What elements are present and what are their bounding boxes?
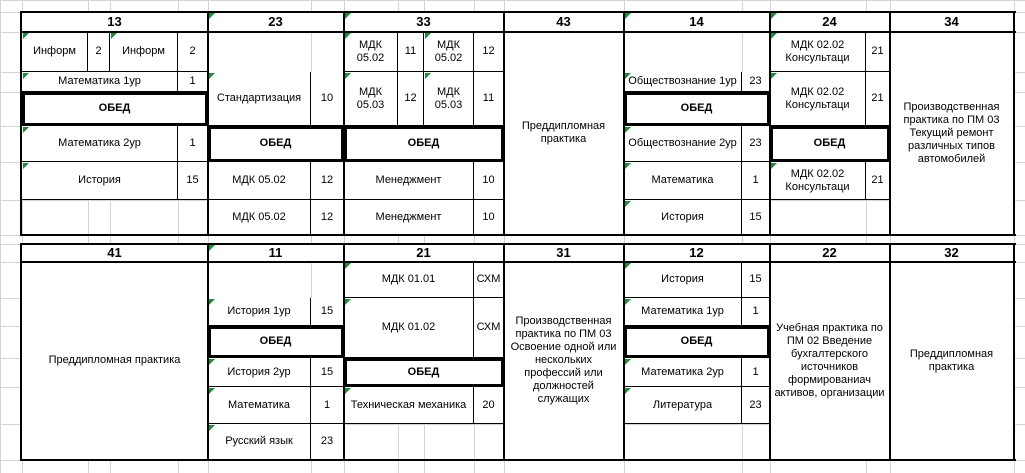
border-line (20, 243, 22, 461)
comment-indicator (209, 13, 215, 19)
subject-cell[interactable]: Математика 1ур (624, 298, 742, 326)
subject-cell[interactable]: Математика (624, 162, 742, 200)
border-line (20, 31, 1016, 33)
column-header[interactable]: 23 (208, 12, 344, 32)
comment-indicator (209, 359, 215, 365)
comment-indicator (345, 299, 351, 305)
number-cell[interactable]: 10 (474, 162, 504, 200)
column-header[interactable]: 21 (344, 244, 504, 262)
subject-cell[interactable]: МДК 05.02 (208, 162, 311, 200)
column-header[interactable]: 34 (890, 12, 1014, 32)
number-cell[interactable]: 12 (311, 162, 344, 200)
comment-indicator (209, 388, 215, 394)
lunch-break[interactable]: ОБЕД (344, 358, 504, 387)
number-cell[interactable]: 10 (311, 72, 344, 126)
column-header[interactable]: 14 (624, 12, 770, 32)
subject-cell[interactable]: МДК 01.01 (344, 262, 474, 298)
gridline-v (0, 0, 1, 473)
comment-indicator (425, 33, 431, 39)
border-line (20, 11, 1016, 13)
lunch-break[interactable]: ОБЕД (624, 92, 770, 126)
practice-cell[interactable]: Преддипломная практика (504, 32, 624, 235)
practice-cell[interactable]: Преддипломная практика (22, 262, 208, 460)
number-cell[interactable]: 21 (866, 72, 890, 126)
comment-indicator (625, 359, 631, 365)
subject-cell[interactable]: Обществознание 1ур (624, 72, 742, 92)
border-line (343, 11, 345, 236)
comment-indicator (625, 127, 631, 133)
teacher-cell[interactable]: СХМ (474, 298, 504, 358)
number-cell[interactable]: 12 (311, 200, 344, 235)
subject-cell[interactable]: Литература (624, 387, 742, 424)
subject-cell[interactable]: Менеджмент (344, 200, 474, 235)
lunch-break[interactable]: ОБЕД (208, 126, 344, 162)
column-header[interactable]: 43 (504, 12, 624, 32)
comment-indicator (625, 201, 631, 207)
border-line (20, 261, 1016, 263)
subject-cell[interactable]: История (624, 262, 742, 298)
comment-indicator (625, 388, 631, 394)
comment-indicator (345, 388, 351, 394)
comment-indicator (771, 163, 777, 169)
subject-cell[interactable]: МДК 02.02 Консультаци (770, 72, 866, 126)
subject-cell[interactable]: История (22, 162, 178, 200)
number-cell[interactable]: 12 (398, 72, 424, 126)
comment-indicator (23, 73, 29, 79)
lunch-break[interactable]: ОБЕД (770, 126, 890, 162)
number-cell[interactable]: 11 (474, 72, 504, 126)
number-cell[interactable]: 1 (311, 387, 344, 424)
column-header[interactable]: 13 (22, 12, 208, 32)
number-cell[interactable]: 23 (742, 126, 770, 162)
practice-cell[interactable]: Производственная практика по ПМ 03 Освоение одной или нескольких профессий или должностей служащих (504, 262, 624, 460)
number-cell[interactable]: 20 (474, 387, 504, 424)
subject-cell[interactable]: Математика 1ур (22, 72, 178, 92)
number-cell[interactable]: 1 (178, 72, 208, 92)
subject-cell[interactable]: Техническая механика (344, 387, 474, 424)
subject-cell[interactable]: Математика 2ур (22, 126, 178, 162)
subject-cell[interactable]: Математика 2ур (624, 358, 742, 387)
column-header[interactable]: 11 (208, 244, 344, 262)
subject-cell[interactable]: МДК 05.03 (344, 72, 398, 126)
subject-cell[interactable]: История (624, 200, 742, 235)
number-cell[interactable]: 23 (311, 424, 344, 460)
number-cell[interactable]: 1 (178, 126, 208, 162)
comment-indicator (625, 263, 631, 269)
border-line (769, 11, 771, 236)
comment-indicator (625, 13, 631, 19)
number-cell[interactable]: 23 (742, 387, 770, 424)
column-header[interactable]: 22 (770, 244, 890, 262)
number-cell[interactable]: 2 (178, 32, 208, 72)
column-header[interactable]: 31 (504, 244, 624, 262)
border-line (769, 243, 771, 461)
practice-cell[interactable]: Преддипломная практика (890, 262, 1014, 460)
comment-indicator (625, 163, 631, 169)
border-line (503, 11, 505, 236)
column-header[interactable]: 24 (770, 12, 890, 32)
subject-cell[interactable]: МДК 02.02 Консультаци (770, 32, 866, 72)
comment-indicator (209, 299, 215, 305)
subject-cell[interactable]: Информ (22, 32, 88, 72)
practice-cell[interactable]: Производственная практика по ПМ 03 Текущий ремонт различных типов автомобилей (890, 32, 1014, 235)
border-line (207, 11, 209, 236)
comment-indicator (23, 127, 29, 133)
border-line (20, 11, 22, 236)
number-cell[interactable]: 15 (742, 200, 770, 235)
comment-indicator (345, 263, 351, 269)
comment-indicator (425, 73, 431, 79)
column-header[interactable]: 33 (344, 12, 504, 32)
number-cell[interactable]: 15 (311, 298, 344, 326)
lunch-break[interactable]: ОБЕД (22, 92, 208, 126)
number-cell[interactable]: 11 (398, 32, 424, 72)
number-cell[interactable]: 23 (742, 72, 770, 92)
subject-cell[interactable]: МДК 01.02 (344, 298, 474, 358)
border-line (889, 243, 891, 461)
border-line (1013, 243, 1015, 461)
border-line (1013, 11, 1015, 236)
column-header[interactable]: 41 (22, 244, 208, 262)
subject-cell[interactable]: Русский язык (208, 424, 311, 460)
comment-indicator (771, 73, 777, 79)
column-header[interactable]: 12 (624, 244, 770, 262)
subject-cell[interactable]: История 2ур (208, 358, 311, 387)
comment-indicator (23, 33, 29, 39)
comment-indicator (209, 73, 215, 79)
number-cell[interactable]: 15 (742, 262, 770, 298)
border-line (889, 11, 891, 236)
subject-cell[interactable]: Информ (110, 32, 178, 72)
number-cell[interactable]: 1 (742, 358, 770, 387)
subject-cell[interactable]: МДК 05.02 (344, 32, 398, 72)
border-line (20, 243, 1016, 245)
subject-cell[interactable]: Математика (208, 387, 311, 424)
border-line (20, 459, 1016, 461)
gridline-h (0, 0, 1025, 1)
comment-indicator (345, 13, 351, 19)
subject-cell[interactable]: Обществознание 2ур (624, 126, 742, 162)
number-cell[interactable]: 10 (474, 200, 504, 235)
border-line (20, 234, 1016, 236)
subject-cell[interactable]: МДК 05.03 (424, 72, 474, 126)
comment-indicator (345, 73, 351, 79)
teacher-cell[interactable]: СХМ (474, 262, 504, 298)
number-cell[interactable]: 1 (742, 162, 770, 200)
subject-cell[interactable]: МДК 05.02 (208, 200, 311, 235)
number-cell[interactable]: 21 (866, 162, 890, 200)
subject-cell[interactable]: Стандартизация (208, 72, 311, 126)
number-cell[interactable]: 15 (311, 358, 344, 387)
lunch-break[interactable]: ОБЕД (624, 326, 770, 358)
number-cell[interactable]: 12 (474, 32, 504, 72)
comment-indicator (209, 245, 215, 251)
comment-indicator (111, 33, 117, 39)
comment-indicator (209, 425, 215, 431)
number-cell[interactable]: 2 (88, 32, 110, 72)
subject-cell[interactable]: МДК 02.02 Консультаци (770, 162, 866, 200)
comment-indicator (625, 73, 631, 79)
border-line (623, 243, 625, 461)
subject-cell[interactable]: МДК 05.02 (424, 32, 474, 72)
column-header[interactable]: 32 (890, 244, 1014, 262)
lunch-break[interactable]: ОБЕД (344, 126, 504, 162)
lunch-break[interactable]: ОБЕД (208, 326, 344, 358)
number-cell[interactable]: 21 (866, 32, 890, 72)
comment-indicator (771, 13, 777, 19)
comment-indicator (345, 33, 351, 39)
border-line (343, 243, 345, 461)
number-cell[interactable]: 1 (742, 298, 770, 326)
comment-indicator (771, 33, 777, 39)
practice-cell[interactable]: Учебная практика по ПМ 02 Введение бухгалтерского источников формированиач активов, организации (770, 262, 890, 460)
number-cell[interactable]: 15 (178, 162, 208, 200)
subject-cell[interactable]: Менеджмент (344, 162, 474, 200)
comment-indicator (23, 163, 29, 169)
comment-indicator (625, 299, 631, 305)
subject-cell[interactable]: История 1ур (208, 298, 311, 326)
border-line (503, 243, 505, 461)
